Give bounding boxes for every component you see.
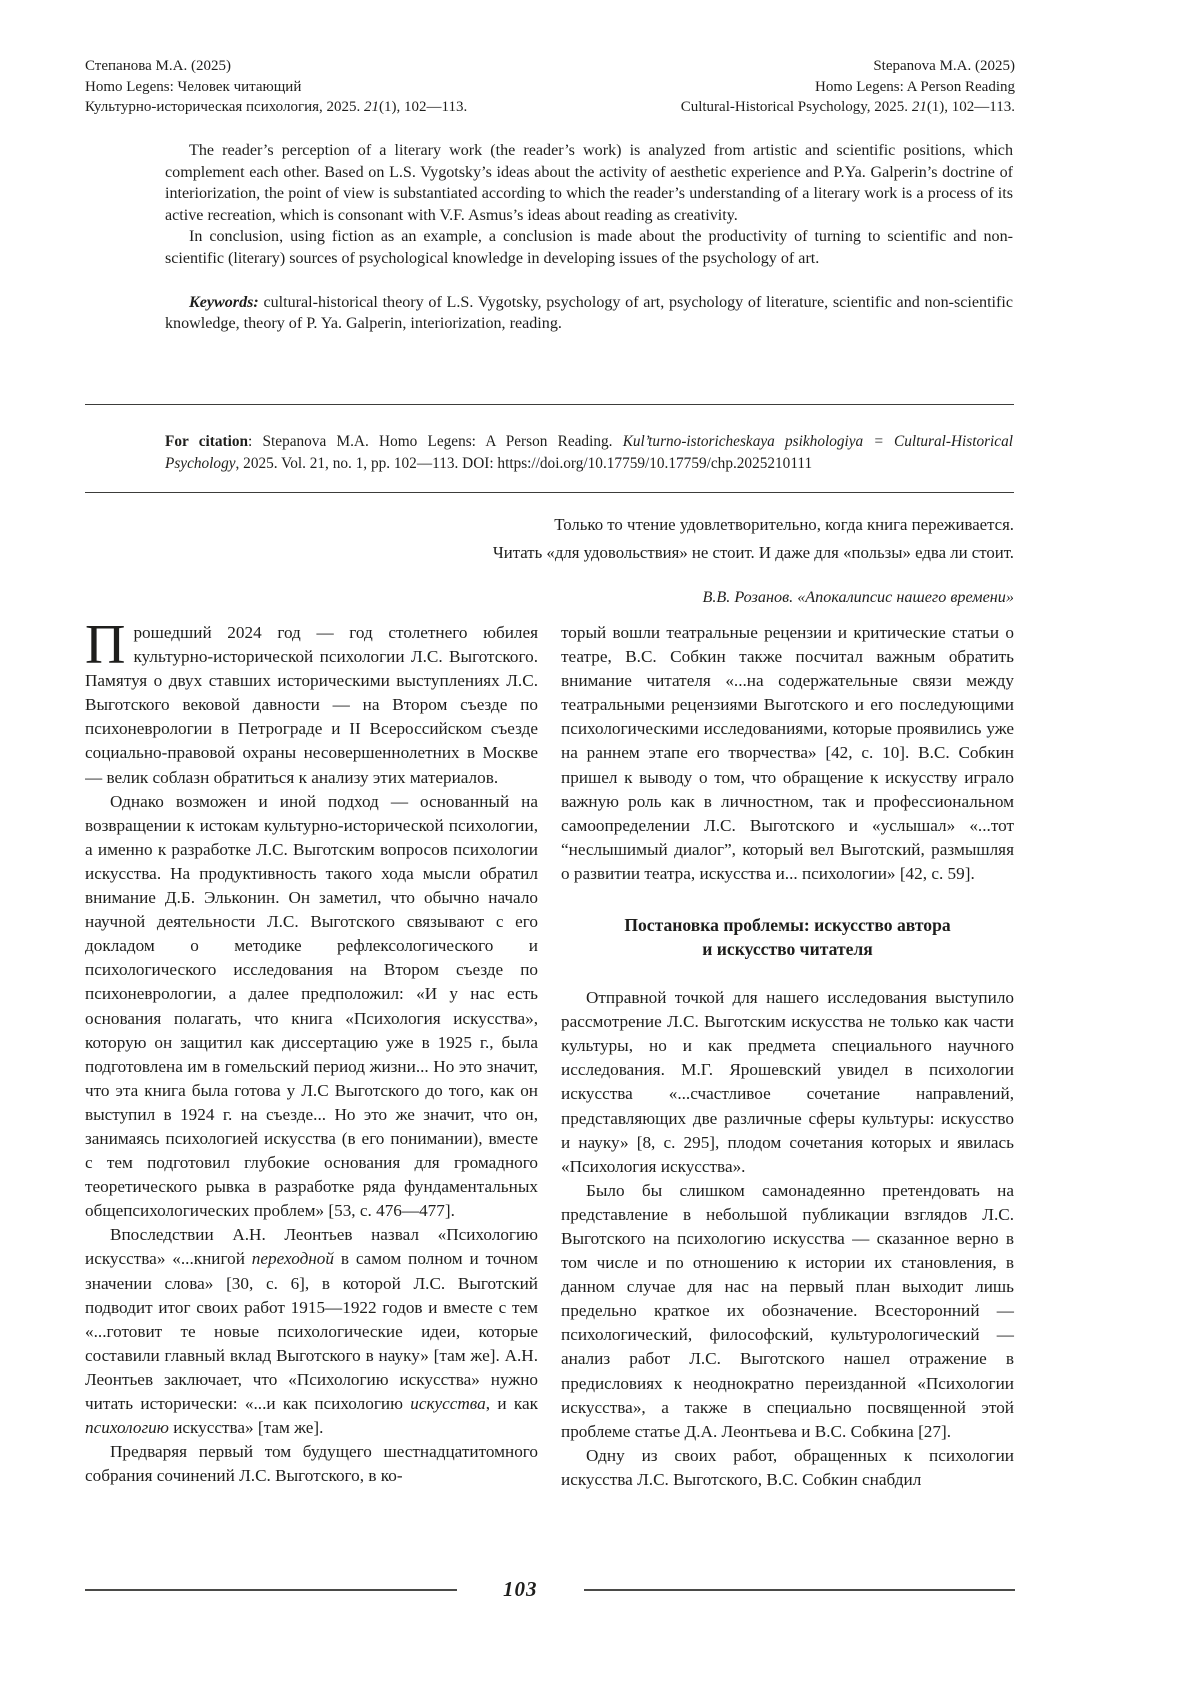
section-heading-line-1: Постановка проблемы: искусство автора [624,915,951,936]
epigraph-line-1: Только то чтение удовлетворительно, когда книга переживается. [554,515,1014,534]
left-column [85,621,538,1579]
author-en: Stepanova M.A. (2025) [873,58,1015,74]
page-footer [85,1577,1015,1602]
epigraph [85,511,1014,611]
abstract-block [165,140,1013,335]
section-heading-line-2: и искусство читателя [702,939,873,960]
body-paragraph: Отправной точкой для нашего исследования выступило рассмотрение Л.С. Выготским искусства не только как части культуры, но и как предмета специального научного исследования. М.Г. Ярошевский увидел в психологии искусства «...счастливое сочетание направлений, представляющих две различные сферы культуры: искусство и науку» [8, с. 295], плодом сочетания которых и явилась «Психология искусства». [561,988,1014,1176]
body-paragraph: Одну из своих работ, обращенных к психологии искусства Л.С. Выготского, В.С. Собкин снабдил [561,1445,1014,1489]
footer-rule-left [85,1589,457,1591]
epigraph-line-2: Читать «для удовольствия» не стоит. И даже для «пользы» едва ли стоит. [492,543,1014,562]
body-paragraph: Впоследствии А.Н. Леонтьев назвал «Психологию искусства» «...книгой переходной в самом полном и точном значении слова» [30, с. 6], в которой Л.С. Выготский подводит итог своих работ 1915—1922 годов и вместе с тем «...готовит те новые психологические идеи, которые составили главный вклад Выготского в науку» [там же]. А.Н. Леонтьев заключает, что «Психологию искусства» нужно читать исторически: «...и как психологию искусства, и как психологию искусства» [там же]. [85,1225,538,1438]
body-paragraph: торый вошли театральные рецензии и критические статьи о театре, В.С. Собкин также посчитал важным обратить внимание читателя «...на содержательные связи между театральными рецензиями Выготского и его последующими психологическими исследованиями, которые проявились уже на раннем этапе его творчества» [42, с. 10]. В.С. Собкин пришел к выводу о том, что обращение к искусству играло важную роль как в личностном, так и профессиональном самоопределении Л.С. Выготского и «услышал» «...тот “неслышимый диалог”, который вел Выготский, размышляя о развитии театра, искусства и... психологии» [42, с. 59]. [561,623,1014,883]
for-citation-text: For citation: Stepanova M.A. Homo Legens: A Person Reading. Kul’turno-istoricheskaya psikhologiya = Cultural-Historical Psychology, 2025. Vol. 21, no. 1, pp. 102—113. DOI: https://doi.org/10.17759/10.17759/chp.2025210111 [165,433,1013,472]
title-ru: Homo Legens: Человек читающий [85,78,302,95]
body-paragraph: Предваряя первый том будущего шестнадцатитомного собрания сочинений Л.С. Выготского, в ко- [85,1442,538,1486]
abstract-paragraph-2: In conclusion, using fiction as an example, a conclusion is made about the productivity of turning to scientific and non-scientific (literary) sources of psychological knowledge in developing issues of the psychology of art. [165,228,1013,267]
for-citation-block [165,431,1013,474]
section-heading [561,913,1014,961]
journal-ref-ru: Культурно-историческая психология, 2025. 21(1), 102—113. [85,99,468,115]
body-paragraph: Однако возможен и иной подход — основанный на возвращении к истокам культурно-исторической психологии, а именно к разработке Л.С. Выготским вопросов психологии искусства. На продуктивность такого хода мысли обратил внимание Д.Б. Эльконин. Он заметил, что обычно начало научной деятельности Л.С. Выготского связывают с его докладом о методике рефлексологического и психологического исследования на Втором съезде по психоневрологии, а далее предположил: «И у нас есть основания полагать, что книга «Психология искусства», которую он защитил как диссертацию уже в 1925 г., была подготовлена им в гомельский период жизни... Но это значит, что эта книга была готова у Л.С Выготского до того, как он выступил в 1924 г. на съезде... Но это же значит, что он, занимаясь психологией искусства (в его понимании), вместе с тем подготовил глубокие основания для громадного теоретического рывка в разработке ряда фундаментальных общепсихологических проблем» [53, с. 476—477]. [85,791,538,1221]
epigraph-attribution: В.В. Розанов. «Апокалипсис нашего времени» [702,588,1014,606]
body-paragraph: Было бы слишком самонадеянно претендовать на представление в небольшой публикации взглядов Л.С. Выготского на психологию искусства — сказанное верно в том числе и по отношению к истории их становления, в данном случае для нас на первый план выходит лишь предельно краткое их обозначение. Всесторонний — психологический, философский, культурологический — анализ работ Л.С. Выготского нашел отражение в предисловиях к неоднократно переизданной «Психологии искусства», а также в специально посвященной этой проблеме статье Д.А. Леонтьева и В.С. Собкина [27]. [561,1180,1014,1441]
running-head-english [681,56,1015,118]
abstract-paragraph-1: The reader’s perception of a literary work (the reader’s work) is analyzed from artistic and scientific positions, which complement each other. Based on L.S. Vygotsky’s ideas about the activity of aesthetic experience and P.Ya. Galperin’s doctrine of interiorization, the point of view is substantiated according to which the reader’s understanding of a literary work is a process of its active recreation, which is consonant with V.F. Asmus’s ideas about reading as creativity. [165,142,1013,224]
drop-cap: П [85,621,126,676]
author-ru: Степанова М.А. (2025) [85,58,231,74]
body-paragraph [85,621,538,790]
running-head-russian [85,56,467,118]
body-columns [85,621,1015,1579]
keywords-line: Keywords: cultural-historical theory of L.S. Vygotsky, psychology of art, psychology of literature, scientific and non-scientific knowledge, theory of P. Ya. Galperin, interiorization, reading. [165,293,1013,333]
title-en: Homo Legens: A Person Reading [815,78,1015,95]
footer-rule-right [584,1589,1016,1591]
citation-rule-bottom [85,492,1014,493]
journal-ref-en: Cultural-Historical Psychology, 2025. 21(1), 102—113. [680,99,1015,115]
citation-rule-top [85,404,1014,405]
right-column [561,621,1014,1579]
running-head [85,56,1015,118]
paragraph-text: рошедший 2024 год — год столетнего юбилея культурно-исторической психологии Л.С. Выготского. Памятуя о двух ставших историческими выступлениях Л.С. Выготского вековой давности — на Втором съезде по психоневрологии в Петрограде и II Всероссийском съезде социально-правовой охраны несовершеннолетних в Москве — велик соблазн обратиться к анализу этих материалов. [85,623,538,787]
page-number: 103 [503,1577,538,1601]
